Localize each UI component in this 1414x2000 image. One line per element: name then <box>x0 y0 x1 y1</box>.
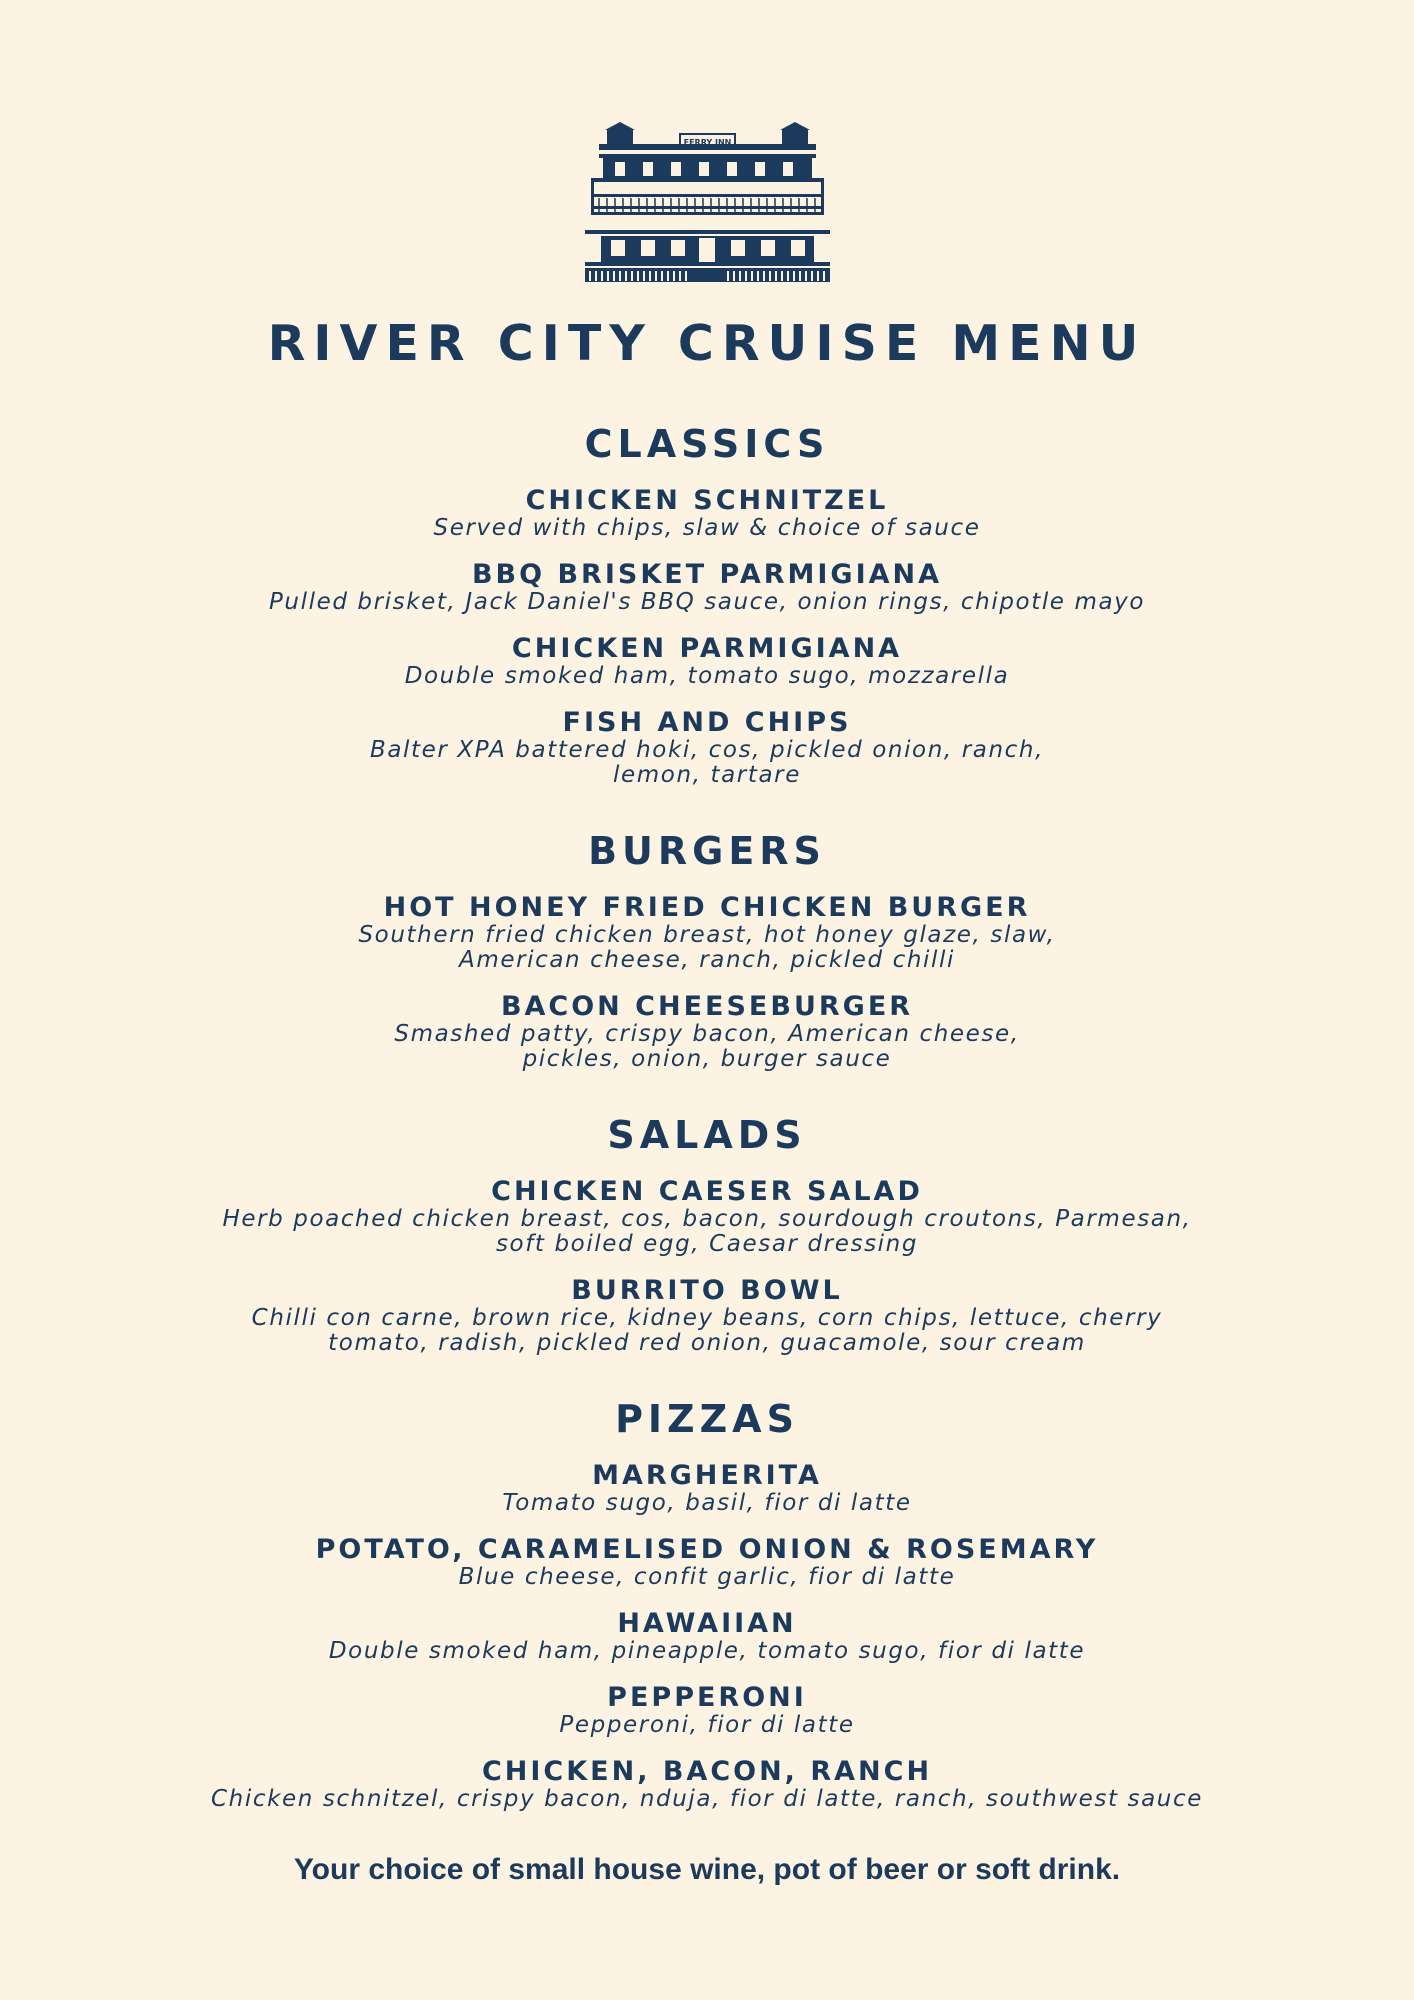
item-description: Herb poached chicken breast, cos, bacon, sourdough croutons, Parmesan, soft boiled egg, Caesar dressing <box>222 1206 1192 1257</box>
item-name: HAWAIIAN <box>617 1608 797 1639</box>
item-description: Pepperoni, fior di latte <box>559 1712 855 1738</box>
section-heading-pizzas: PIZZAS <box>615 1397 799 1441</box>
section-heading-salads: SALADS <box>607 1113 807 1157</box>
logo-sign-text: FERRY INN <box>683 138 732 147</box>
item-description: Double smoked ham, pineapple, tomato sugo, fior di latte <box>328 1638 1086 1664</box>
item-description: Pulled brisket, Jack Daniel's BBQ sauce, onion rings, chipotle mayo <box>268 589 1146 615</box>
item-description: Chilli con carne, brown rice, kidney beans, corn chips, lettuce, cherry tomato, radish, pickled red onion, guacamole, sour cream <box>251 1305 1163 1356</box>
item-name: BURRITO BOWL <box>571 1275 843 1306</box>
menu-item <box>100 560 1314 615</box>
menu-item <box>100 486 1314 541</box>
menu-item <box>100 708 1314 788</box>
item-name: CHICKEN, BACON, RANCH <box>481 1756 933 1787</box>
menu-item <box>100 1461 1314 1516</box>
item-name: FISH AND CHIPS <box>562 707 852 738</box>
item-description: Southern fried chicken breast, hot honey glaze, slaw, American cheese, ranch, pickled chilli <box>358 922 1056 973</box>
item-description: Blue cheese, confit garlic, fior di latte <box>458 1564 956 1590</box>
menu-item <box>100 1177 1314 1257</box>
menu-item <box>100 1757 1314 1812</box>
menu-item <box>100 992 1314 1072</box>
drink-note: Your choice of small house wine, pot of beer or soft drink. <box>293 1853 1121 1886</box>
item-name: CHICKEN SCHNITZEL <box>525 485 889 516</box>
item-description: Double smoked ham, tomato sugo, mozzarella <box>404 663 1010 689</box>
item-description: Served with chips, slaw & choice of sauce <box>433 515 981 541</box>
item-description: Tomato sugo, basil, fior di latte <box>502 1490 912 1516</box>
item-name: CHICKEN CAESER SALAD <box>491 1176 923 1207</box>
item-name: POTATO, CARAMELISED ONION & ROSEMARY <box>315 1534 1099 1565</box>
menu-item <box>100 634 1314 689</box>
item-description: Smashed patty, crispy bacon, American cheese, pickles, onion, burger sauce <box>394 1021 1020 1072</box>
menu-item <box>100 1535 1314 1590</box>
item-name: HOT HONEY FRIED CHICKEN BURGER <box>383 892 1031 923</box>
menu-title: RIVER CITY CRUISE MENU <box>267 315 1147 372</box>
item-name: BBQ BRISKET PARMIGIANA <box>471 559 943 590</box>
item-name: CHICKEN PARMIGIANA <box>511 633 903 664</box>
menu-item <box>100 1276 1314 1356</box>
menu-item <box>100 893 1314 973</box>
menu-item <box>100 1683 1314 1738</box>
item-description: Chicken schnitzel, crispy bacon, nduja, fior di latte, ranch, southwest sauce <box>211 1786 1203 1812</box>
item-description: Balter XPA battered hoki, cos, pickled onion, ranch, lemon, tartare <box>369 737 1044 788</box>
item-name: MARGHERITA <box>592 1460 822 1491</box>
item-name: BACON CHEESEBURGER <box>500 991 914 1022</box>
hotel-building-icon <box>585 122 830 282</box>
section-heading-classics: CLASSICS <box>584 422 830 466</box>
menu-item <box>100 1609 1314 1664</box>
item-name: PEPPERONI <box>607 1682 807 1713</box>
section-heading-burgers: BURGERS <box>588 829 826 873</box>
